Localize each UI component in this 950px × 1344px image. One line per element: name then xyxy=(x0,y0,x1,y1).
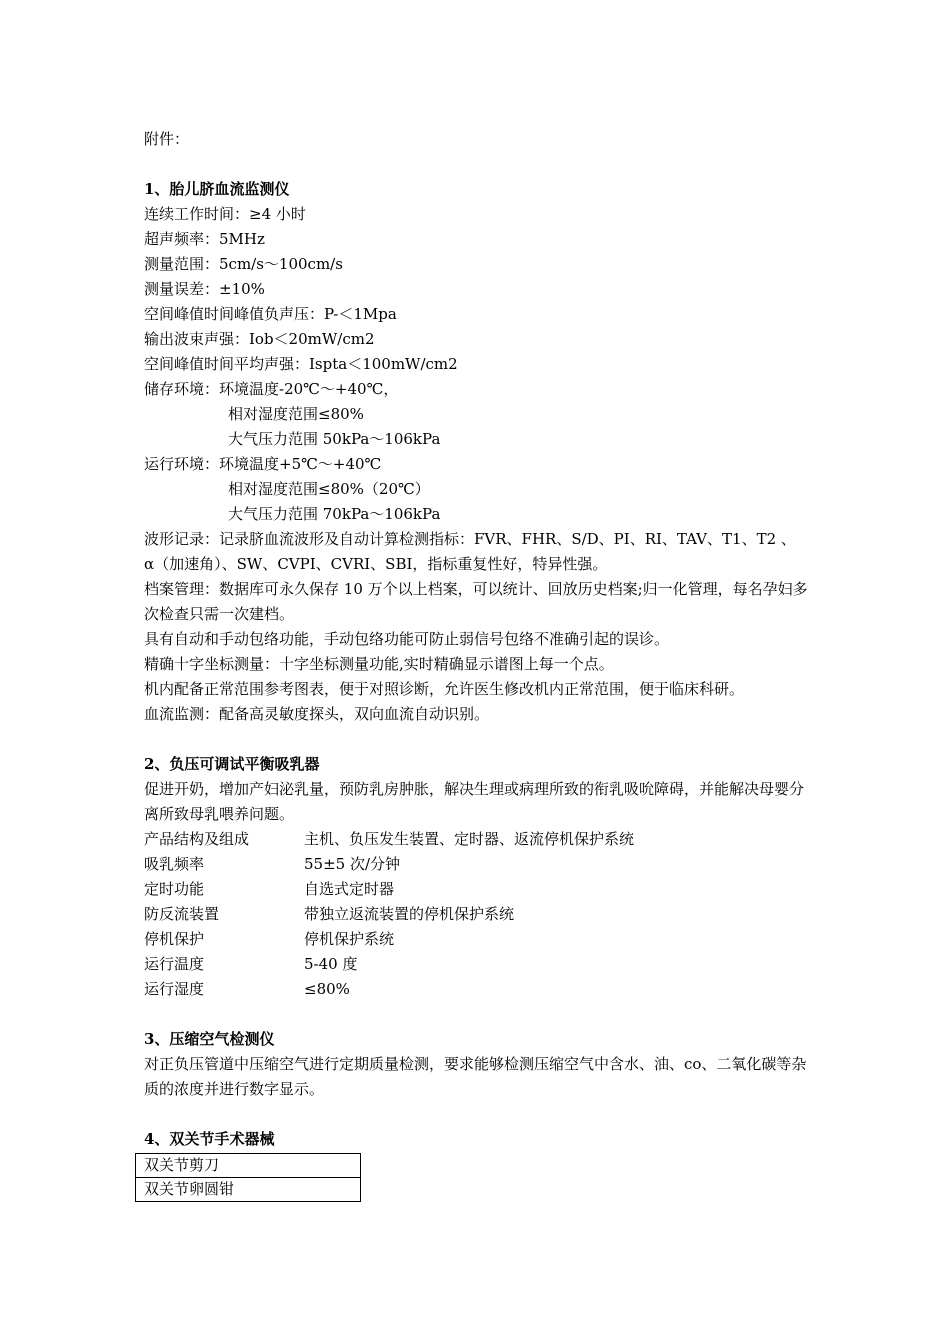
spec-line: 测量误差：±10% xyxy=(144,280,265,298)
section-2-title: 2、负压可调试平衡吸乳器 xyxy=(144,755,320,773)
table-cell: 双关节剪刀 xyxy=(136,1154,361,1178)
spec-row xyxy=(144,952,809,977)
spec-line: 连续工作时间：≥4 小时 xyxy=(144,205,306,223)
spec-value: ≤80% xyxy=(304,980,350,998)
storage-env: 储存环境：环境温度-20℃～+40℃， xyxy=(144,380,399,398)
spec-key: 运行温度 xyxy=(144,955,205,973)
spec-line: 测量范围：5cm/s～100cm/s xyxy=(144,255,343,273)
spec-row xyxy=(144,902,809,927)
spec-value: 自选式定时器 xyxy=(304,880,395,898)
spec-line: 空间峰值时间平均声强：Ispta＜100mW/cm2 xyxy=(144,355,458,373)
spec-key: 产品结构及组成 xyxy=(144,830,250,848)
spec-value: 带独立返流装置的停机保护系统 xyxy=(304,905,515,923)
envelope-function: 具有自动和手动包络功能，手动包络功能可防止弱信号包络不准确引起的误诊。 xyxy=(144,630,670,648)
section-3-text: 对正负压管道中压缩空气进行定期质量检测，要求能够检测压缩空气中含水、油、co、二氧化碳等杂质的浓度并进行数字显示。 xyxy=(144,1055,807,1098)
section-2-intro: 促进开奶，增加产妇泌乳量，预防乳房肿胀，解决生理或病理所致的衔乳吸吮障碍，并能解决母婴分离所致母乳喂养问题。 xyxy=(144,780,805,823)
instrument-table xyxy=(135,1153,361,1202)
reference-chart: 机内配备正常范围参考图表，便于对照诊断，允许医生修改机内正常范围，便于临床科研。 xyxy=(144,680,745,698)
table-row xyxy=(136,1154,361,1178)
spec-line: 超声频率：5MHz xyxy=(144,230,265,248)
waveform-record: 波形记录：记录脐血流波形及自动计算检测指标：FVR、FHR、S/D、PI、RI、TAV、T1、T2 、 α（加速角）、SW、CVPI、CVRI、SBI，指标重复性好，特异性强。 xyxy=(144,530,796,573)
operation-pressure: 大气压力范围 70kPa～106kPa xyxy=(228,505,441,523)
crosshair-measure: 精确十字坐标测量：十字坐标测量功能,实时精确显示谱图上每一个点。 xyxy=(144,655,614,673)
spec-row xyxy=(144,852,809,877)
spec-key: 吸乳频率 xyxy=(144,855,205,873)
spec-key: 停机保护 xyxy=(144,930,205,948)
document-body xyxy=(144,127,809,1202)
spec-value: 停机保护系统 xyxy=(304,930,395,948)
spec-key: 运行湿度 xyxy=(144,980,205,998)
spec-row xyxy=(144,977,809,1002)
spec-row xyxy=(144,827,809,852)
spec-key: 定时功能 xyxy=(144,880,205,898)
spec-line: 空间峰值时间峰值负声压：P-＜1Mpa xyxy=(144,305,397,323)
spec-key: 防反流装置 xyxy=(144,905,220,923)
bloodflow-monitor: 血流监测：配备高灵敏度探头，双向血流自动识别。 xyxy=(144,705,490,723)
operation-humidity: 相对湿度范围≤80%（20℃） xyxy=(228,480,430,498)
attachment-label: 附件： xyxy=(144,130,190,148)
storage-humidity: 相对湿度范围≤80% xyxy=(228,405,364,423)
section-4-title: 4、双关节手术器械 xyxy=(144,1130,275,1148)
spec-row xyxy=(144,927,809,952)
spec-value: 5-40 度 xyxy=(304,955,358,973)
spec-row xyxy=(144,877,809,902)
archive-management: 档案管理：数据库可永久保存 10 万个以上档案，可以统计、回放历史档案;归一化管理，每名孕妇多次检查只需一次建档。 xyxy=(144,580,808,623)
section-3-title: 3、压缩空气检测仪 xyxy=(144,1030,275,1048)
storage-pressure: 大气压力范围 50kPa～106kPa xyxy=(228,430,441,448)
section-1-title: 1、胎儿脐血流监测仪 xyxy=(144,180,290,198)
spec-value: 55±5 次/分钟 xyxy=(304,855,401,873)
table-cell: 双关节卵圆钳 xyxy=(136,1178,361,1202)
table-row xyxy=(136,1178,361,1202)
spec-line: 输出波束声强：Iob＜20mW/cm2 xyxy=(144,330,375,348)
spec-value: 主机、负压发生装置、定时器、返流停机保护系统 xyxy=(304,830,635,848)
operation-env: 运行环境：环境温度+5℃～+40℃ xyxy=(144,455,382,473)
